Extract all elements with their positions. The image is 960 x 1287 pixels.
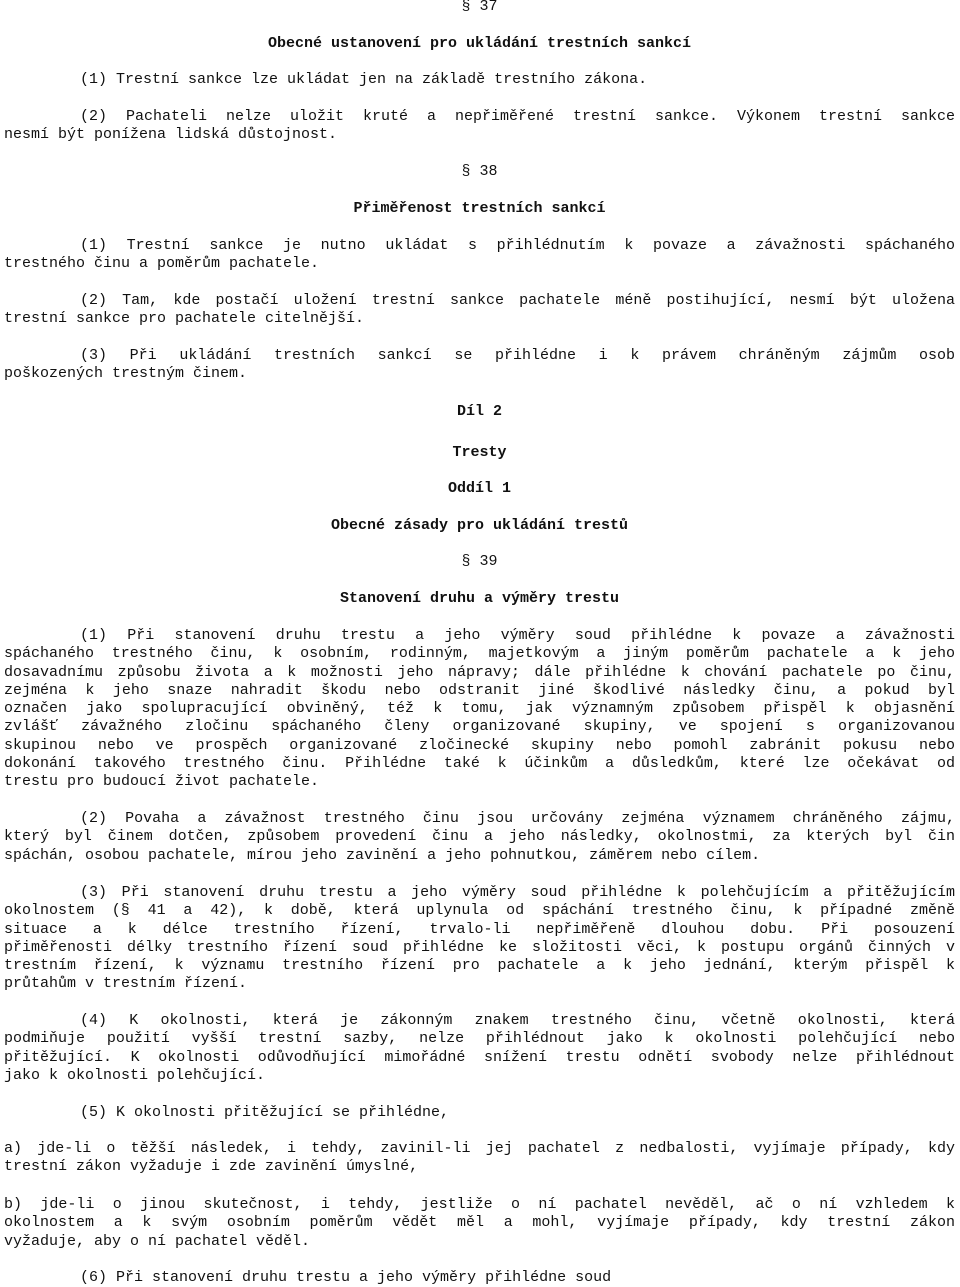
section-heading-38: Přiměřenost trestních sankcí [353,200,606,217]
s39-paragraph-5: (5) K okolnosti přitěžující se přihlédne, [80,1104,450,1121]
part-heading: Díl 2 [456,403,502,420]
s39-paragraph-6: (6) Při stanovení druhu trestu a jeho výměry přihlédne soud [80,1269,612,1286]
s39-paragraph-1: (1) Při stanovení druhu trestu a jeho výměry soud přihlédne k povaze a závažnosti spáchaného trestného činu, k osobním, rodinným, majetkovým a jiným poměrům pachatele a k jeho dosavadnímu způsobu života a k možnosti jeho nápravy; dále přihlédne k chování pachatele po činu, zejména k jeho snaze nahradit škodu nebo odstranit jiné škodlivé následky činu, a pokud byl označen jako spolupracující obviněný, též k tomu, jak významným způsobem přispěl k objasnění zvlášť závažného zločinu spáchaného členy organizované skupiny, ve spojení s organizovanou skupinou nebo ve prospěch organizované zločinecké skupiny nebo pomohl zabránit pokusu nebo dokonání takového trestného činu. Přihlédne také k účinkům a důsledkům, které lze očekávat od trestu pro budoucí život pachatele. [4,627,955,791]
section-number-37: § 37 [461,0,498,15]
document-page [4,0,955,1286]
division-heading: Oddíl 1 [447,480,511,497]
section-heading-39: Stanovení druhu a výměry trestu [339,590,620,607]
s38-paragraph-2: (2) Tam, kde postačí uložení trestní sankce pachatele méně postihující, nesmí být uložena trestní sankce pro pachatele citelnější. [4,292,955,328]
s39-paragraph-4: (4) K okolnosti, která je zákonným znakem trestného činu, včetně okolnosti, která podmiňuje použití vyšší trestní sazby, nelze přihlédnout jako k okolnosti polehčující nebo přitěžující. K okolnosti odůvodňující mimořádné snížení trestu odnětí svobody nelze přihlédnout jako k okolnosti polehčující. [4,1012,955,1084]
division-title: Obecné zásady pro ukládání trestů [330,517,629,534]
s39-paragraph-2: (2) Povaha a závažnost trestného činu jsou určovány zejména významem chráněného zájmu, který byl činem dotčen, způsobem provedení činu a jeho následky, okolnostmi, za kterých byl čin spáchán, osobou pachatele, mírou jeho zavinění a jeho pohnutkou, záměrem nebo cílem. [4,810,955,864]
section-number-38: § 38 [461,163,498,180]
s37-paragraph-2: (2) Pachateli nelze uložit kruté a nepřiměřené trestní sankce. Výkonem trestní sankce nesmí být ponížena lidská důstojnost. [4,108,955,144]
section-heading-37: Obecné ustanovení pro ukládání trestních sankcí [267,35,692,52]
s37-paragraph-1: (1) Trestní sankce lze ukládat jen na základě trestního zákona. [80,71,648,88]
s38-paragraph-3: (3) Při ukládání trestních sankcí se přihlédne i k právem chráněným zájmům osob poškozených trestným činem. [4,347,955,383]
section-number-39: § 39 [461,553,498,570]
part-title: Tresty [452,444,507,461]
s38-paragraph-1: (1) Trestní sankce je nutno ukládat s přihlédnutím k povaze a závažnosti spáchaného trestného činu a poměrům pachatele. [4,237,955,273]
s39-paragraph-3: (3) Při stanovení druhu trestu a jeho výměry soud přihlédne k polehčujícím a přitěžujícím okolnostem (§ 41 a 42), k době, která uplynula od spáchání trestného činu, k případné změně situace a k délce trestního řízení, trvalo-li nepřiměřeně dlouhou dobu. Při posouzení přiměřenosti délky trestního řízení soud přihlédne ke složitosti věci, k postupu orgánů činných v trestním řízení, k významu trestního řízení pro pachatele a k jeho jednání, kterým přispěl k průtahům v trestním řízení. [4,884,955,993]
s39-item-a: a) jde-li o těžší následek, i tehdy, zavinil-li jej pachatel z nedbalosti, vyjímaje případy, kdy trestní zákon vyžaduje i zde zavinění úmyslné, [4,1140,955,1176]
s39-item-b: b) jde-li o jinou skutečnost, i tehdy, jestliže o ní pachatel nevěděl, ač o ní vzhledem k okolnostem a k svým osobním poměrům vědět měl a mohl, vyjímaje případy, kdy trestní zákon vyžaduje, aby o ní pachatel věděl. [4,1196,955,1250]
